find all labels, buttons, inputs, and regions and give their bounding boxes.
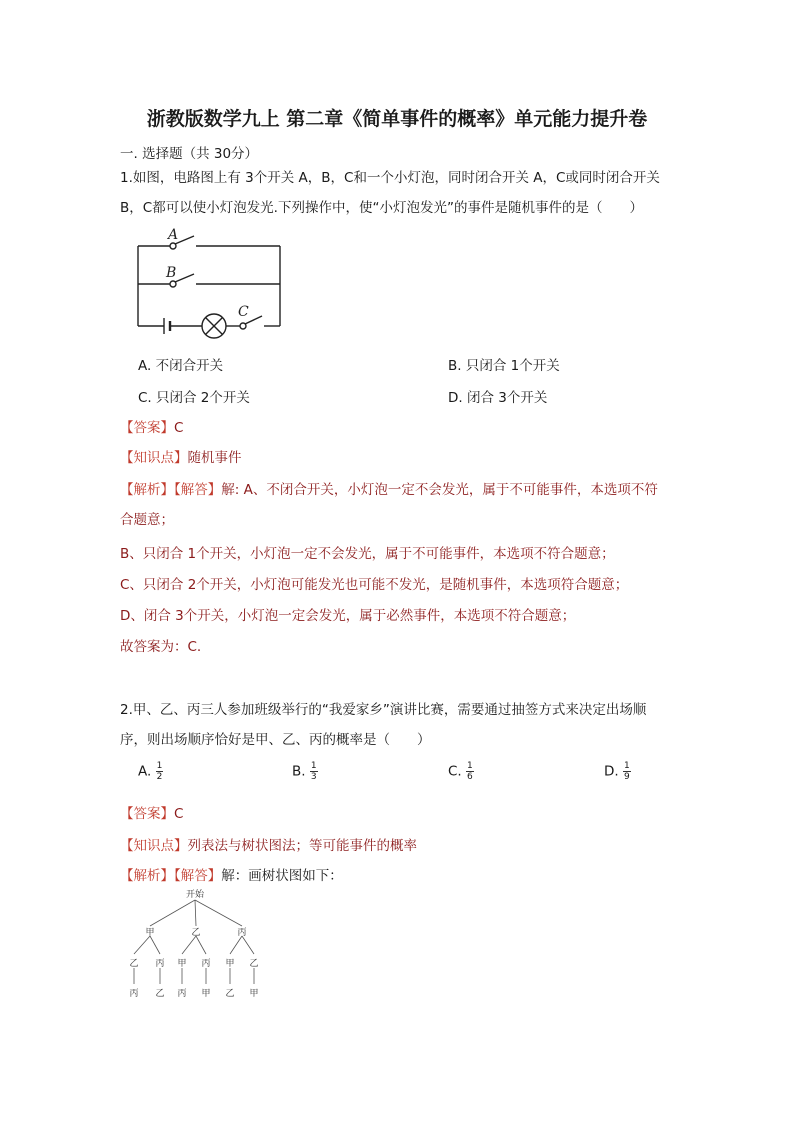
tree-node: 乙 (191, 928, 201, 938)
q1-analysis-row (120, 478, 658, 498)
switch-a-label: A (168, 227, 179, 243)
numerator: 1 (156, 761, 163, 771)
q2-answer-row (120, 802, 183, 822)
knowledge-tag: 【知识点】 (120, 450, 188, 466)
denominator: 6 (467, 772, 473, 782)
tree-root: 开始 (185, 890, 205, 900)
section-heading: 一. 选择题（共 30分） (120, 146, 259, 162)
fraction (623, 761, 631, 782)
knowledge-value: 列表法与树状图法；等可能事件的概率 (187, 838, 417, 854)
q2-stem-line1: 2.甲、乙、丙三人参加班级举行的“我爱家乡”演讲比赛，需要通过抽签方式来决定出场顺 (120, 702, 647, 718)
tree-node: 甲 (145, 928, 155, 938)
tree-leaf: 甲 (201, 989, 211, 999)
numerator: 1 (310, 761, 317, 771)
denominator: 9 (623, 772, 630, 782)
q2-option-a-label: A. (138, 763, 152, 780)
q1-stem-line1: 1.如图，电路图上有 3个开关 A，B，C和一个小灯泡，同时闭合开关 A，C或同时闭合开关 (120, 170, 660, 186)
q1-answer-row (120, 416, 183, 436)
q2-option-c (448, 761, 474, 782)
answer-tag: 【答案】 (120, 420, 174, 436)
knowledge-tag: 【知识点】 (120, 838, 188, 854)
denominator: 2 (156, 772, 163, 782)
answer-value: C (174, 420, 184, 436)
tree-diagram (118, 886, 288, 1006)
answer-tag: 【答案】 (120, 806, 174, 822)
tree-node: 丙 (201, 959, 211, 969)
analysis-b: B、只闭合 1个开关，小灯泡一定不会发光，属于不可能事件，本选项不符合题意； (120, 546, 615, 562)
knowledge-value: 随机事件 (187, 450, 242, 466)
tree-node: 甲 (177, 959, 187, 969)
tree-leaf: 甲 (249, 989, 259, 999)
fraction (156, 761, 164, 782)
tree-leaf: 丙 (177, 989, 187, 999)
q2-option-d-label: D. (604, 763, 619, 780)
fraction (310, 761, 318, 782)
q1-option-c: C. 只闭合 2个开关 (138, 390, 250, 406)
denominator: 3 (310, 772, 317, 782)
q2-stem-line2: 序，则出场顺序恰好是甲、乙、丙的概率是（ ） (120, 732, 431, 748)
analysis-line1: 解：画树状图如下： (221, 868, 343, 884)
switch-b-label: B (166, 265, 177, 281)
analysis-line2: 合题意； (120, 512, 174, 528)
analysis-tag: 【解析】【解答】 (120, 868, 222, 884)
q1-stem-line2: B，C都可以使小灯泡发光.下列操作中，使“小灯泡发光”的事件是随机事件的是（ ） (120, 200, 643, 216)
q2-option-a (138, 761, 163, 782)
q1-option-a: A. 不闭合开关 (138, 358, 224, 374)
tree-leaf: 乙 (225, 989, 235, 999)
page-title: 浙教版数学九上 第二章《简单事件的概率》单元能力提升卷 (146, 108, 648, 130)
answer-value: C (174, 806, 184, 822)
analysis-c: C、只闭合 2个开关，小灯泡可能发光也可能不发光，是随机事件，本选项符合题意； (120, 577, 629, 593)
q2-option-b-label: B. (292, 763, 306, 780)
switch-c-label: C (238, 304, 249, 320)
analysis-tag: 【解析】【解答】 (120, 482, 222, 498)
numerator: 1 (623, 761, 630, 771)
q1-option-d: D. 闭合 3个开关 (448, 390, 548, 406)
numerator: 1 (467, 761, 473, 771)
tree-node: 丙 (237, 928, 247, 938)
q2-analysis-row (120, 864, 343, 884)
analysis-d: D、闭合 3个开关，小灯泡一定会发光，属于必然事件，本选项不符合题意； (120, 608, 576, 624)
conclusion: 故答案为：C. (120, 639, 202, 655)
tree-node: 乙 (249, 959, 259, 969)
tree-node: 丙 (155, 959, 165, 969)
tree-leaf: 丙 (129, 989, 139, 999)
fraction (466, 761, 474, 782)
tree-leaf: 乙 (155, 989, 165, 999)
q2-option-b (292, 761, 318, 782)
tree-node: 甲 (225, 959, 235, 969)
tree-branches (134, 900, 254, 984)
q2-option-d (604, 761, 631, 782)
q1-knowledge-row (120, 446, 242, 466)
q2-option-c-label: C. (448, 763, 462, 780)
analysis-line1: 解: A、不闭合开关，小灯泡一定不会发光，属于不可能事件，本选项不符 (221, 482, 658, 498)
circuit-diagram (130, 222, 290, 342)
q1-option-b: B. 只闭合 1个开关 (448, 358, 560, 374)
q2-knowledge-row (120, 834, 417, 854)
tree-node: 乙 (129, 959, 139, 969)
switch-b-blade (175, 274, 194, 282)
